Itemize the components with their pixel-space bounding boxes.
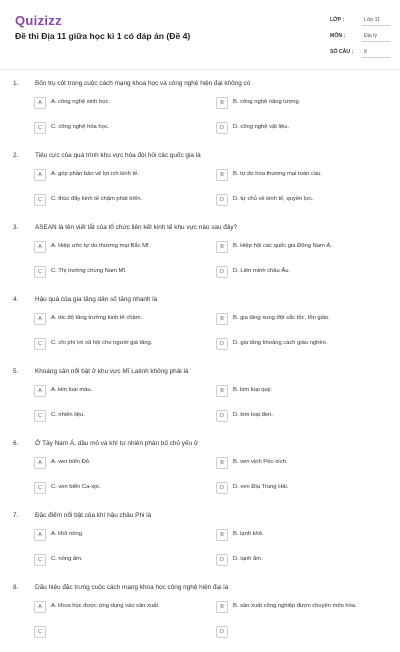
option-letter-box[interactable]: A [34,457,46,469]
answer-option-c[interactable] [34,122,204,136]
option-text: B. gia tăng xung đột sắc tộc, tôn giáo. [233,315,331,321]
option-letter-box[interactable]: A [34,169,46,181]
option-letter-box[interactable]: C [34,122,46,134]
header-divider [0,69,400,70]
question-item [0,220,400,292]
answer-option-a[interactable] [34,457,204,471]
option-letter-box[interactable]: D [216,266,228,278]
option-letter-box[interactable]: D [216,410,228,422]
meta-label: MÔN : [330,33,346,39]
answer-option-b[interactable] [216,385,386,399]
page-title: Đề thi Địa 11 giữa học kì 1 có đáp án (Đề 4) [15,31,191,41]
option-letter-box[interactable]: A [34,97,46,109]
option-text: B. công nghệ năng lượng. [233,99,301,105]
option-letter-box[interactable]: A [34,529,46,541]
question-text: Tiêu cực của quá trình khu vực hóa đòi hỏi các quốc gia là [35,152,201,159]
option-letter-box[interactable]: C [34,554,46,566]
question-number: 8. [13,584,19,591]
option-letter-box[interactable]: B [216,457,228,469]
answer-option-c[interactable] [34,338,204,352]
option-text: D. lạnh ẩm. [233,556,263,562]
option-letter-box[interactable]: D [216,194,228,206]
option-letter-box[interactable]: C [34,338,46,350]
option-text: A. Hiệp ước tự do thương mại Bắc Mĩ. [51,243,151,249]
meta-row-subject [330,28,390,44]
option-letter-box[interactable]: B [216,241,228,253]
answer-option-c[interactable] [34,266,204,280]
question-item [0,580,400,652]
option-text: D. Liên minh châu Âu. [233,268,291,274]
answer-option-c[interactable] [34,194,204,208]
question-number: 2. [13,152,19,159]
option-letter-box[interactable]: C [34,626,46,638]
meta-row-count [330,44,390,60]
answer-option-d[interactable] [216,554,386,568]
option-letter-box[interactable]: B [216,313,228,325]
answer-option-b[interactable] [216,457,386,471]
question-list [0,76,400,652]
option-letter-box[interactable]: D [216,338,228,350]
option-letter-box[interactable]: A [34,241,46,253]
subject-field: Địa lý [362,31,390,42]
answer-option-a[interactable] [34,529,204,543]
option-text: B. tự do hóa thương mại toàn cầu. [233,171,322,177]
option-text: D. công nghệ vật liệu. [233,124,290,130]
option-text: B. kim loại quý. [233,387,273,393]
question-text: Bốn trụ cột trong cuộc cách mạng khoa học và công nghệ hiện đại không có [35,80,251,87]
class-field: Lớp 11 [362,15,390,26]
option-letter-box[interactable]: C [34,194,46,206]
question-text: ASEAN là tên viết tắt của tổ chức liên kết kinh tế khu vực nào sau đây? [35,224,238,231]
answer-option-d[interactable] [216,266,386,280]
meta-label: LỚP : [330,17,345,23]
answer-option-a[interactable] [34,169,204,183]
worksheet-meta [330,12,390,60]
question-number: 5. [13,368,19,375]
option-letter-box[interactable]: B [216,385,228,397]
answer-option-c[interactable] [34,410,204,424]
option-text: A. ven biển Đỏ. [51,459,91,465]
question-number: 3. [13,224,19,231]
answer-option-d[interactable] [216,482,386,496]
answer-option-c[interactable] [34,554,204,568]
answer-option-b[interactable] [216,97,386,111]
option-letter-box[interactable]: C [34,266,46,278]
worksheet-header [0,0,400,70]
answer-option-d[interactable] [216,122,386,136]
option-text: C. công nghệ hóa học. [51,124,110,130]
option-text: B. lạnh khô. [233,531,264,537]
question-number: 6. [13,440,19,447]
answer-option-a[interactable] [34,241,204,255]
option-text: C. nóng ẩm. [51,556,83,562]
option-text: D. ven Địa Trung Hải. [233,484,289,490]
answer-option-b[interactable] [216,241,386,255]
answer-option-d[interactable] [216,338,386,352]
option-letter-box[interactable]: D [216,482,228,494]
question-number: 4. [13,296,19,303]
option-text: A. kim loại màu. [51,387,93,393]
option-letter-box[interactable]: B [216,97,228,109]
answer-option-a[interactable] [34,313,204,327]
option-letter-box[interactable]: B [216,601,228,613]
question-text: Khoáng sản nổi bật ở khu vực Mĩ Latinh không phải là [35,368,189,375]
answer-option-b[interactable] [216,601,386,615]
answer-option-a[interactable] [34,385,204,399]
option-letter-box[interactable]: A [34,385,46,397]
option-text: B. Hiệp hội các quốc gia Đông Nam Á. [233,243,332,249]
quizizz-logo: Quizizz [15,13,62,28]
option-letter-box[interactable]: D [216,626,228,638]
question-item [0,76,400,148]
answer-option-c[interactable] [34,482,204,496]
option-text: A. tốc độ tăng trưởng kinh tế chậm. [51,315,143,321]
question-item [0,508,400,580]
option-text: C. chi phí lợi xã hội cho người giá tăng. [51,340,153,346]
question-item [0,364,400,436]
option-text: A. công nghệ sinh học. [51,99,110,105]
question-text: Dấu hiệu đặc trưng cuộc cách mạng khoa học công nghệ hiện đại là [35,584,229,591]
answer-option-b[interactable] [216,313,386,327]
option-text: C. thúc đẩy kinh tế chậm phát triển. [51,196,143,202]
option-letter-box[interactable]: B [216,529,228,541]
answer-option-b[interactable] [216,529,386,543]
option-letter-box[interactable]: C [34,410,46,422]
meta-label: SỐ CÂU : [330,49,354,55]
answer-option-a[interactable] [34,601,204,615]
option-text: B. sản xuất công nghiệp được chuyên môn hóa. [233,603,357,609]
option-letter-box[interactable]: A [34,313,46,325]
question-text: Đặc điểm nổi bật của khí hậu châu Phi là [35,512,152,519]
option-text: C. ven biển Ca-xpi. [51,484,101,490]
option-text: C. nhiên liệu. [51,412,85,418]
option-text: D. kim loại đen. [233,412,273,418]
answer-option-a[interactable] [34,97,204,111]
option-letter-box[interactable]: A [34,601,46,613]
option-letter-box[interactable]: B [216,169,228,181]
option-letter-box[interactable]: D [216,122,228,134]
question-item [0,292,400,364]
question-number: 1. [13,80,19,87]
answer-option-d[interactable] [216,626,386,640]
answer-option-d[interactable] [216,410,386,424]
option-text: D. gia tăng khoảng cách giàu nghèo. [233,340,328,346]
question-number: 7. [13,512,19,519]
option-text: A. góp phần bảo vệ lợi ích kinh tế. [51,171,139,177]
option-letter-box[interactable]: D [216,554,228,566]
option-text: A. khoa học được ứng dụng vào sản xuất. [51,603,160,609]
question-count-field: 8 [362,47,390,58]
question-text: Ở Tây Nam Á, dầu mỏ và khí tự nhiên phân bố chủ yếu ở [35,440,199,447]
option-letter-box[interactable]: C [34,482,46,494]
answer-option-b[interactable] [216,169,386,183]
answer-option-c[interactable] [34,626,204,640]
question-item [0,436,400,508]
option-text: D. tự chủ về kinh tế, quyền lực. [233,196,314,202]
question-text: Hậu quả của gia tăng dân số tăng nhanh là [35,296,158,303]
option-text: B. ven vịnh Péc-xích. [233,459,288,465]
option-text: C. Thị trường chung Nam Mĩ. [51,268,127,274]
meta-row-class [330,12,390,28]
option-text: A. khô nóng. [51,531,84,537]
answer-option-d[interactable] [216,194,386,208]
question-item [0,148,400,220]
